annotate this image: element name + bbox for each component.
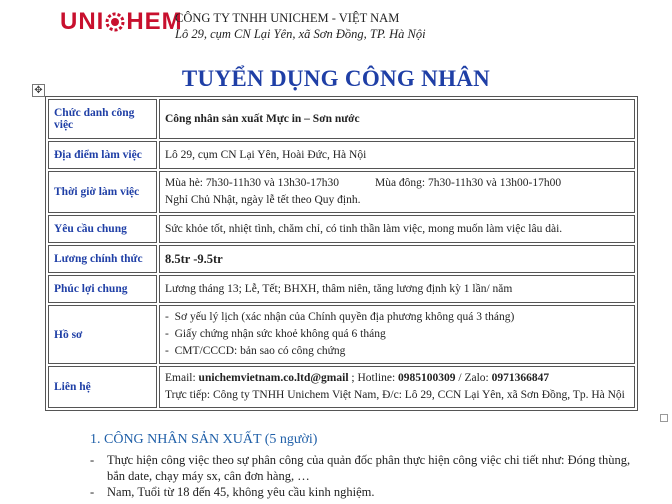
contact-label: Liên hệ <box>48 366 157 408</box>
logo-text-right: HEM <box>126 8 183 35</box>
table-row <box>48 305 635 364</box>
table-row <box>48 366 635 408</box>
requirements-label: Yêu cầu chung <box>48 215 157 243</box>
section-heading: 1. CÔNG NHÂN SẢN XUẤT (5 người) <box>90 432 318 447</box>
page-title: TUYỂN DỤNG CÔNG NHÂN <box>181 66 491 91</box>
hours-note: Nghỉ Chủ Nhật, ngày lễ tết theo Quy định. <box>165 194 361 206</box>
summer-hours: Mùa hè: 7h30-11h30 và 13h30-17h30 <box>165 177 339 189</box>
table-row <box>48 171 635 213</box>
document-header <box>0 0 672 62</box>
salary-label: Lương chính thức <box>48 245 157 273</box>
position-value: Công nhân sản xuất Mực in – Sơn nước <box>159 99 635 139</box>
table-row <box>48 99 635 139</box>
contact-direct: Trực tiếp: Công ty TNHH Unichem Việt Nam, Đ/c: Lô 29, CCN Lại Yên, xã Sơn Đồng, Tp. Hà Nội <box>165 389 625 401</box>
list-item: - CMT/CCCD: bản sao có công chứng <box>165 345 346 357</box>
documents-value <box>159 305 635 364</box>
zalo-value: 0971366847 <box>491 372 550 384</box>
list-item: - Giấy chứng nhận sức khoẻ không quá 6 tháng <box>165 328 386 340</box>
company-address: Lô 29, cụm CN Lại Yên, xã Sơn Đồng, TP. Hà Nội <box>175 27 426 41</box>
hotline-value: 0985100309 <box>398 372 456 384</box>
requirements-value: Sức khỏe tốt, nhiệt tình, chăm chỉ, có tinh thần làm việc, mong muốn làm việc lâu dài. <box>159 215 635 243</box>
list-item: - Nam, Tuổi từ 18 đến 45, không yêu cầu kinh nghiệm. <box>90 485 375 499</box>
hours-value <box>159 171 635 213</box>
job-info-table <box>45 96 638 411</box>
list-item: bắn date, chạy máy sx, cân đơn hàng, … <box>107 469 310 483</box>
company-info <box>175 10 426 42</box>
move-anchor-icon[interactable]: ✥ <box>32 84 45 97</box>
gear-icon <box>105 12 125 32</box>
contact-value <box>159 366 635 408</box>
salary-value: 8.5tr -9.5tr <box>159 245 635 273</box>
company-name: CÔNG TY TNHH UNICHEM - VIỆT NAM <box>175 11 400 25</box>
table-row <box>48 215 635 243</box>
list-item: - Sơ yếu lý lịch (xác nhận của Chính quyền địa phương không quá 3 tháng) <box>165 311 515 323</box>
company-logo <box>60 8 183 36</box>
benefits-value: Lương tháng 13; Lễ, Tết; BHXH, thâm niên, tăng lương định kỳ 1 lần/ năm <box>159 275 635 303</box>
email-link[interactable]: unichemvietnam.co.ltd@gmail <box>198 372 349 384</box>
contact-line: Email: unichemvietnam.co.ltd@gmail ; Hotline: 0985100309 / Zalo: 0971366847 <box>165 372 550 384</box>
hours-label: Thời giờ làm việc <box>48 171 157 213</box>
paragraph-mark <box>660 414 668 422</box>
table-row <box>48 275 635 303</box>
winter-hours: Mùa đông: 7h30-11h30 và 13h00-17h00 <box>374 177 562 189</box>
documents-label: Hồ sơ <box>48 305 157 364</box>
location-label: Địa điểm làm việc <box>48 141 157 169</box>
logo-text-left: UNI <box>60 8 105 35</box>
benefits-label: Phúc lợi chung <box>48 275 157 303</box>
position-label: Chức danh công việc <box>48 99 157 139</box>
location-value: Lô 29, cụm CN Lại Yên, Hoài Đức, Hà Nội <box>159 141 635 169</box>
table-row <box>48 245 635 273</box>
table-row <box>48 141 635 169</box>
section-bullets <box>90 452 670 500</box>
list-item: - Thực hiện công việc theo sự phân công của quản đốc phân thực hiện công việc chi tiết như: Đóng thùng, <box>90 453 631 467</box>
hours-seasons <box>165 175 629 192</box>
